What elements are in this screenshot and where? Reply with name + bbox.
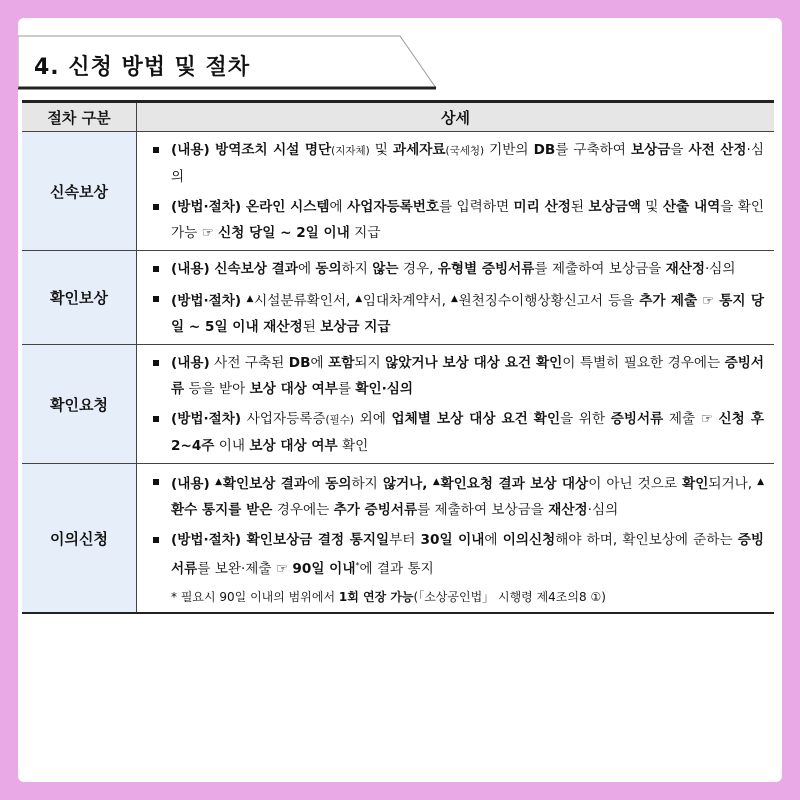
row-category: 확인보상 xyxy=(22,251,137,345)
text-run: 환수 통지를 받은 xyxy=(171,502,273,518)
footnote xyxy=(149,586,764,608)
text-run: 신청 당일 ~ 2일 이내 xyxy=(218,225,350,241)
table-row xyxy=(22,345,774,464)
text-run: 재산정 xyxy=(548,502,588,518)
text-run: 포함 xyxy=(328,355,355,371)
text-run: ▲ xyxy=(215,477,223,487)
text-run: 과세자료 xyxy=(392,142,446,158)
text-run: 원천징수이행상황신고서 등을 xyxy=(458,293,640,309)
procedure-table xyxy=(22,100,774,614)
text-run: 을 위한 xyxy=(560,411,611,427)
list-item xyxy=(149,256,764,282)
text-run: 지급 xyxy=(349,225,381,241)
text-run: * 필요시 90일 이내의 범위에서 xyxy=(171,590,339,604)
text-run: 재산정 xyxy=(665,261,705,277)
text-run: 보상금 xyxy=(630,142,671,158)
item-text xyxy=(171,476,764,518)
section-header xyxy=(18,34,782,94)
text-run: 하지 xyxy=(351,476,383,492)
text-run: (필수) xyxy=(325,414,355,426)
row-category: 확인요청 xyxy=(22,345,137,464)
text-run: 않는 xyxy=(372,261,399,277)
text-run: ·심의 xyxy=(704,261,736,277)
text-run: (「소상공인법」 시행령 제4조의8 ①) xyxy=(413,590,606,604)
square-bullet-icon xyxy=(153,266,159,272)
text-run: 를 제출하여 보상금을 xyxy=(417,502,549,518)
text-run: (방법·절차) 확인보상금 결정 통지일 xyxy=(171,532,390,548)
text-run: ▲ xyxy=(432,477,441,487)
text-run: ▲ xyxy=(246,294,255,304)
text-run: 부터 xyxy=(389,532,421,548)
text-run: 사전 산정 xyxy=(688,142,747,158)
text-run: ▲ xyxy=(757,477,765,487)
list-item xyxy=(149,137,764,190)
text-run: 사업자등록번호 xyxy=(347,199,440,215)
text-run: ☞ xyxy=(697,293,720,309)
text-run: 을 확인 가능 ☞ xyxy=(171,199,765,241)
text-run: 되지 xyxy=(354,355,386,371)
text-run: 에 xyxy=(310,355,329,371)
text-run: 확인보상 결과 xyxy=(222,476,308,492)
list-item xyxy=(149,406,764,459)
text-run: 된 xyxy=(302,319,321,335)
text-run: ▲ xyxy=(355,294,363,304)
text-run: 신청 후 2~4주 xyxy=(171,411,764,454)
text-run: (방법·절차) 온라인 시스템 xyxy=(171,199,330,215)
text-run: 보상 대상 여부 xyxy=(249,438,338,454)
item-text xyxy=(171,293,764,335)
list-item xyxy=(149,527,764,582)
text-run: 임대차계약서, xyxy=(362,293,451,309)
item-text xyxy=(171,142,764,185)
text-run: DB xyxy=(533,142,556,158)
text-run: 30일 이내 xyxy=(420,532,485,548)
square-bullet-icon xyxy=(153,204,159,210)
square-bullet-icon xyxy=(153,479,159,485)
table-row xyxy=(22,251,774,345)
text-run: 업체별 보상 대상 요건 확인 xyxy=(391,411,561,427)
table-row xyxy=(22,132,774,251)
text-run: 추가 증빙서류 xyxy=(333,502,418,518)
column-header-detail: 상세 xyxy=(137,102,775,132)
text-run: 1회 연장 가능 xyxy=(338,590,414,604)
text-run: 를 구축하여 xyxy=(555,142,631,158)
text-run: 보상금 지급 xyxy=(320,319,391,335)
text-run: 경우에는 xyxy=(272,502,334,518)
text-run: 에 결과 통지 xyxy=(359,561,434,577)
row-detail xyxy=(137,251,775,345)
item-text xyxy=(171,199,764,241)
text-run: DB xyxy=(288,355,311,371)
text-run: (내용) 방역조치 시설 명단 xyxy=(171,142,332,158)
row-detail xyxy=(137,464,775,614)
text-run: 에 xyxy=(307,476,326,492)
text-run: (국세청) xyxy=(445,145,485,157)
row-detail xyxy=(137,132,775,251)
column-header-category: 절차 구분 xyxy=(22,102,137,132)
text-run: (내용) xyxy=(171,476,216,492)
text-run: 90일 이내 xyxy=(292,561,356,577)
text-run: 보상금액 xyxy=(588,199,641,215)
list-item xyxy=(149,194,764,246)
text-run: 이 특별히 필요한 경우에는 xyxy=(562,355,725,371)
text-run: 통지 당일 ~ 5일 이내 재산정 xyxy=(171,293,764,335)
text-run: 확인·심의 xyxy=(355,381,414,397)
square-bullet-icon xyxy=(153,296,159,302)
text-run: 보상 대상 여부 xyxy=(249,381,338,397)
text-run: 등을 받아 xyxy=(184,381,250,397)
text-run: (지자체) xyxy=(331,145,370,157)
row-category: 이의신청 xyxy=(22,464,137,614)
text-run: 제출 ☞ xyxy=(663,411,719,427)
text-run: 에 xyxy=(297,261,316,277)
square-bullet-icon xyxy=(153,416,159,422)
section-title: 4. 신청 방법 및 절차 xyxy=(34,55,251,80)
text-run: 증빙서류 xyxy=(171,355,765,397)
text-run: 증빙서류 xyxy=(610,411,664,427)
text-run: 를 보완·제출 ☞ xyxy=(197,561,293,577)
text-run: 에 xyxy=(329,199,348,215)
list-item xyxy=(149,286,764,340)
text-run: 에 xyxy=(484,532,503,548)
text-run: 산출 내역 xyxy=(662,199,721,215)
text-run: 동의 xyxy=(315,261,342,277)
table-header-row xyxy=(22,102,774,132)
text-run: 를 xyxy=(337,381,356,397)
text-run: 된 xyxy=(570,199,589,215)
text-run: 이의신청 xyxy=(502,532,556,548)
text-run: 되거나, xyxy=(708,476,758,492)
text-run: 이 아닌 것으로 xyxy=(588,476,683,492)
row-detail xyxy=(137,345,775,464)
text-run: 및 xyxy=(369,142,393,158)
text-run: 시설분류확인서, xyxy=(254,293,356,309)
text-run: ·심의 xyxy=(171,142,764,185)
text-run: 확인 xyxy=(682,476,709,492)
text-run: 증빙서류 xyxy=(171,532,764,577)
text-run: 해야 하며, 확인보상에 준하는 xyxy=(555,532,738,548)
text-run: 사업자등록증 xyxy=(241,411,326,427)
list-item xyxy=(149,350,764,402)
text-run: (내용) xyxy=(171,355,210,371)
text-run: ·심의 xyxy=(587,502,619,518)
square-bullet-icon xyxy=(153,537,159,543)
text-run: 사전 구축된 xyxy=(209,355,289,371)
square-bullet-icon xyxy=(153,360,159,366)
text-run: * xyxy=(355,561,360,570)
text-run: 확인요청 결과 보상 대상 xyxy=(440,476,589,492)
text-run: 확인 xyxy=(337,438,369,454)
text-run: (내용) 신속보상 결과 xyxy=(171,261,298,277)
text-run: 를 제출하여 보상금을 xyxy=(534,261,666,277)
text-run: 경우, xyxy=(398,261,438,277)
text-run: 하지 xyxy=(341,261,373,277)
text-run: 않았거나 보상 대상 요건 확인 xyxy=(385,355,563,371)
text-run: 기반의 xyxy=(484,142,534,158)
text-run: 이내 xyxy=(214,438,250,454)
text-run: (방법·절차) xyxy=(171,293,247,309)
text-run: 추가 제출 xyxy=(639,293,698,309)
text-run: 및 xyxy=(640,199,663,215)
item-text xyxy=(171,355,764,397)
square-bullet-icon xyxy=(153,147,159,153)
item-text xyxy=(171,532,764,577)
row-category: 신속보상 xyxy=(22,132,137,251)
table-row xyxy=(22,464,774,614)
item-text xyxy=(171,411,764,454)
text-run: 미리 산정 xyxy=(513,199,571,215)
document-card xyxy=(18,18,782,782)
text-run: 을 xyxy=(670,142,689,158)
text-run: 유형별 증빙서류 xyxy=(437,261,535,277)
text-run: 를 입력하면 xyxy=(439,199,514,215)
text-run: (방법·절차) xyxy=(171,411,242,427)
item-text xyxy=(171,261,736,277)
text-run: 동의 xyxy=(325,476,352,492)
list-item xyxy=(149,469,764,523)
text-run: 외에 xyxy=(354,411,392,427)
text-run: 않거나, xyxy=(382,476,433,492)
text-run: ▲ xyxy=(450,294,459,304)
